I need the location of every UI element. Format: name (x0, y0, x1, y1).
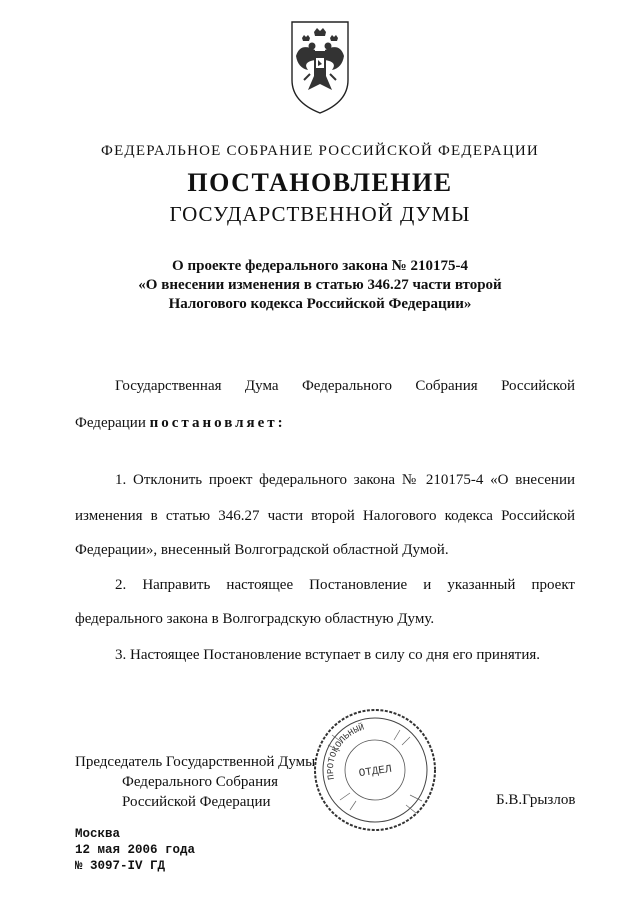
item-line: 1. Отклонить проект федерального закона № 210175-4 «О внесении (115, 472, 575, 488)
preamble-line (75, 415, 575, 432)
item-line: 3. Настоящее Постановление вступает в силу со дня его принятия. (115, 647, 541, 663)
subject-line: О проекте федерального закона № 210175-4 (172, 258, 468, 274)
signatory-title-line: Федерального Собрания (122, 774, 279, 790)
item-line: изменения в статью 346.27 части второй Налогового кодекса Российской (75, 508, 575, 524)
document-footer (75, 826, 195, 874)
signatory-name: Б.В.Грызлов (496, 792, 576, 808)
footer-date: 12 мая 2006 года (75, 843, 196, 857)
item-line: федерального закона в Волгоградскую областную Думу. (75, 611, 435, 627)
russian-coat-of-arms-icon (288, 18, 352, 116)
subject-line: Налогового кодекса Российской Федерации» (168, 296, 472, 312)
footer-number: № 3097-IV ГД (75, 859, 166, 873)
signatory-title-line: Российской Федерации (122, 794, 271, 810)
preamble-text: Федерации (75, 415, 150, 431)
stamp-ring-text: ПРОТОКОЛЬНЫЙ (325, 722, 366, 781)
footer-city: Москва (75, 827, 121, 841)
document-type-subtitle: ГОСУДАРСТВЕННОЙ ДУМЫ (169, 202, 471, 226)
organization-title: ФЕДЕРАЛЬНОЕ СОБРАНИЕ РОССИЙСКОЙ ФЕДЕРАЦИИ (101, 143, 539, 159)
stamp-center-text: ОТДЕЛ (358, 763, 393, 781)
preamble-line: Государственная Дума Федерального Собрания Российской (115, 378, 575, 394)
signatory-title-line: Председатель Государственной Думы (75, 754, 316, 770)
subject-line: «О внесении изменения в статью 346.27 части второй (138, 277, 502, 293)
document-type: ПОСТАНОВЛЕНИЕ (187, 168, 453, 197)
resolves-word: постановляет: (149, 415, 286, 431)
item-line: 2. Направить настоящее Постановление и указанный проект (115, 577, 575, 593)
item-line: Федерации», внесенный Волгоградской областной Думой. (75, 542, 449, 558)
official-round-stamp-icon (310, 705, 440, 835)
document-subject (0, 257, 640, 314)
